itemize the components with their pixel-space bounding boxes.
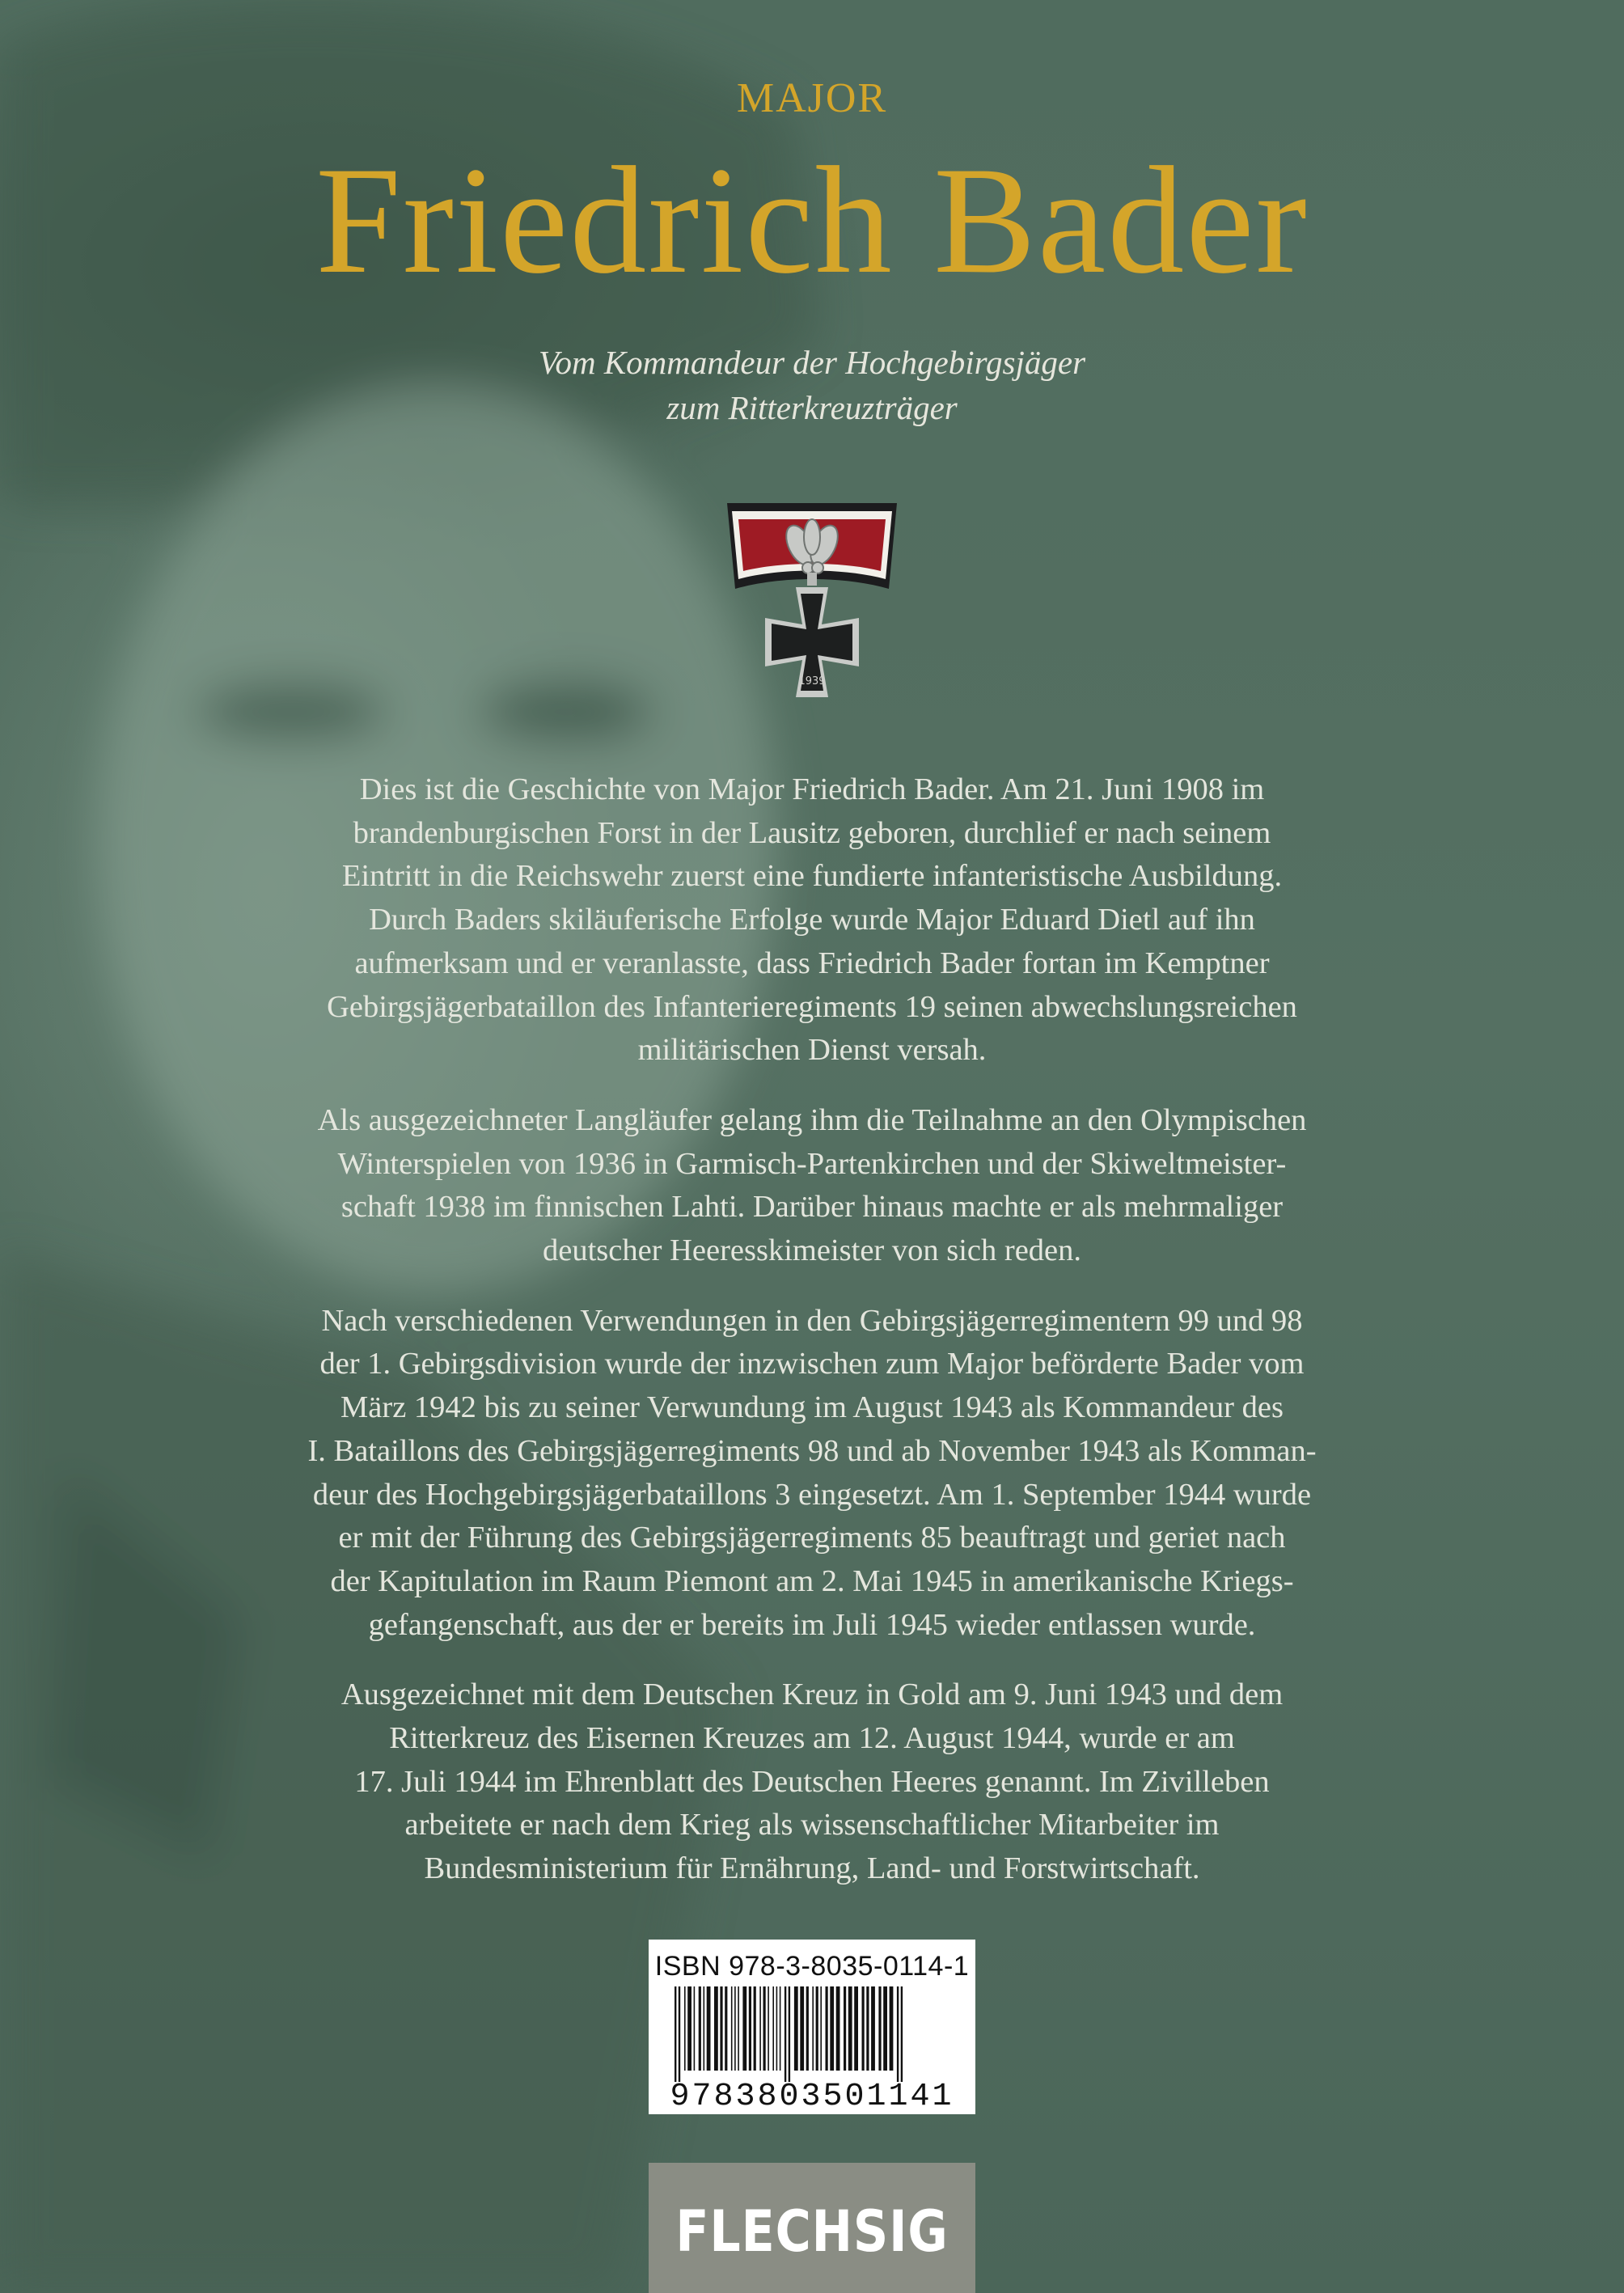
blurb-paragraph [202,768,1422,1072]
text-line: Ausgezeichnet mit dem Deutschen Kreuz in Gold am 9. Juni 1943 und dem [340,1677,1284,1712]
barcode-bar [789,1986,790,2082]
knights-cross-oakleaves-icon [722,498,902,700]
text-line: der 1. Gebirgsdivision wurde der inzwischen zum Major beförderte Bader vom [319,1347,1305,1381]
text-line: Als ausgezeichneter Langläufer gelang ihm die Teilnahme an den Olympischen [317,1102,1307,1137]
text-line: schaft 1938 im finnischen Lahti. Darüber hinaus machte er als mehrmaliger [340,1190,1284,1225]
barcode-bar [866,1986,869,2071]
barcode-bar [742,1986,746,2071]
barcode-bar [763,1986,766,2071]
publisher-logo [649,2163,975,2293]
barcode-bar [897,1986,899,2082]
isbn-barcode-box [649,1940,975,2114]
barcode-bar [844,1986,846,2071]
text-line: Winterspielen von 1936 in Garmisch-Partenkirchen und der Skiweltmeister- [337,1146,1287,1181]
barcode-bar [734,1986,736,2071]
barcode-bar [890,1986,894,2071]
barcode-bar [878,1986,881,2071]
text-line: Nach verschiedenen Verwendungen in den Gebirgsjägerregimentern 99 und 98 [321,1303,1303,1338]
barcode-bar [836,1986,840,2071]
barcode-bar [901,1986,903,2082]
text-line: deutscher Heeresskimeister von sich reden. [542,1233,1082,1268]
barcode-bar [714,1986,718,2071]
rank-label: MAJOR [736,75,888,121]
barcode-bar [812,1986,814,2071]
blurb [202,768,1422,1918]
subtitle-line: zum Ritterkreuzträger [666,389,958,426]
text-line: brandenburgischen Forst in der Lausitz geboren, durchlief er nach seinem [353,815,1271,850]
text-line: Bundesministerium für Ernährung, Land- und Forstwirtschaft. [424,1851,1200,1886]
barcode-bar [768,1986,769,2071]
barcode-bar [830,1986,834,2071]
barcode-bar [816,1986,818,2071]
barcode-bar [738,1986,739,2071]
text-line: gefangenschaft, aus der er bereits im Juli 1945 wieder entlassen wurde. [368,1607,1256,1642]
barcode-bar [754,1986,756,2071]
barcode-bar [679,1986,680,2082]
barcode-bar [794,1986,798,2071]
isbn-label: ISBN 978-3-8035-0114-1 [654,1951,970,1982]
text-line: Gebirgsjägerbataillon des Infanterieregiments 19 seinen abwechslungsreichen [327,989,1297,1024]
blurb-paragraph [202,1673,1422,1891]
barcode-bar [759,1986,761,2071]
barcode-bar [704,1986,705,2071]
medal-year: 1939 [798,675,826,687]
text-line: arbeitete er nach dem Krieg als wissenschaftlicher Mitarbeiter im [404,1808,1220,1842]
barcode-bar [871,1986,875,2071]
barcode-bar [687,1986,691,2071]
barcode-bar [826,1986,828,2071]
barcode-digits: 9783803501141 [670,2079,954,2108]
text-line: Dies ist die Geschichte von Major Friedrich Bader. Am 21. Juni 1908 im [359,772,1265,806]
text-line: I. Bataillons des Gebirgsjägerregiments 98 und ab November 1943 als Komman- [307,1433,1317,1468]
barcode-bar [820,1986,822,2071]
barcode-bar [749,1986,751,2071]
barcode-bar [883,1986,887,2071]
text-line: Ritterkreuz des Eisernen Kreuzes am 12. August 1944, wurde er am [389,1721,1235,1756]
barcode-bar [725,1986,727,2071]
text-line: aufmerksam und er veranlasste, dass Friedrich Bader fortan im Kemptner [354,946,1270,980]
barcode-bar [699,1986,701,2071]
barcode-bar [854,1986,858,2071]
publisher-name: FLECHSIG [675,2198,949,2265]
text-line: Durch Baders skiläuferische Erfolge wurde Major Eduard Dietl auf ihn [369,903,1255,937]
text-line: März 1942 bis zu seiner Verwundung im August 1943 als Kommandeur des [340,1390,1284,1425]
barcode-bar [731,1986,733,2071]
book-title: Friedrich Bader [315,136,1309,306]
barcode-bar [720,1986,722,2071]
book-subtitle [0,340,1624,430]
barcode-bar [862,1986,865,2071]
blurb-paragraph [202,1300,1422,1648]
barcode-bar [800,1986,804,2071]
subtitle-line: Vom Kommandeur der Hochgebirgsjäger [538,344,1086,381]
text-line: Eintritt in die Reichswehr zuerst eine fundierte infanteristische Ausbildung. [341,859,1283,894]
barcode-bar [772,1986,774,2071]
barcode-bar [776,1986,778,2071]
barcode-bar [806,1986,809,2071]
barcode-bar [848,1986,852,2071]
barcode-bar [780,1986,781,2071]
text-line: militärischen Dienst versah. [637,1033,987,1068]
blurb-paragraph [202,1099,1422,1273]
barcode-bar [684,1986,686,2071]
text-line: der Kapitulation im Raum Piemont am 2. Mai 1945 in amerikanische Kriegs- [330,1563,1294,1598]
text-line: 17. Juli 1944 im Ehrenblatt des Deutschen Heeres genannt. Im Zivilleben [354,1764,1270,1799]
text-line: er mit der Führung des Gebirgsjägerregiments 85 beauftragt und geriet nach [338,1521,1286,1555]
barcode-icon [660,1986,964,2108]
barcode-bar [707,1986,711,2071]
text-line: deur des Hochgebirgsjägerbataillons 3 eingesetzt. Am 1. September 1944 wurde [312,1477,1312,1512]
barcode-bar [694,1986,696,2071]
barcode-bar [675,1986,676,2082]
barcode-bar [785,1986,786,2082]
